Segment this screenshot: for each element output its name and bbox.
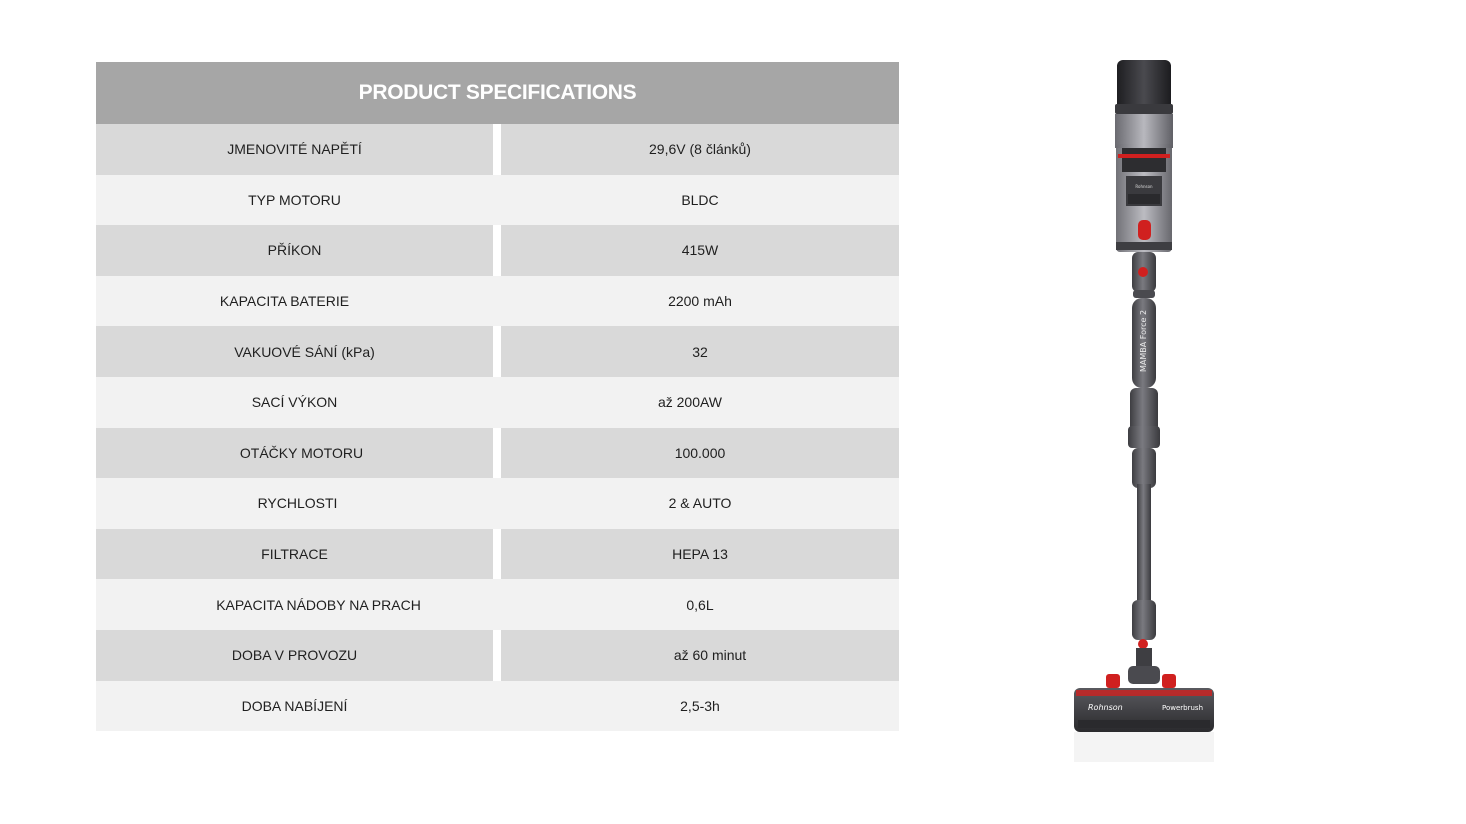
spec-value: 0,6L bbox=[686, 596, 714, 613]
spec-table-title: PRODUCT SPECIFICATIONS bbox=[96, 62, 899, 124]
svg-text:Rohnson: Rohnson bbox=[1088, 703, 1123, 712]
table-row bbox=[96, 630, 899, 681]
spec-value: 29,6V (8 článků) bbox=[649, 141, 751, 158]
svg-text:MAMBA Force 2: MAMBA Force 2 bbox=[1139, 309, 1148, 372]
spec-label: KAPACITA NÁDOBY NA PRACH bbox=[216, 596, 421, 613]
spec-label: RYCHLOSTI bbox=[257, 495, 338, 512]
spec-value: 2200 mAh bbox=[668, 293, 732, 310]
table-row bbox=[96, 681, 899, 732]
table-row bbox=[96, 579, 899, 630]
spec-label: DOBA NABÍJENÍ bbox=[241, 697, 348, 714]
table-row bbox=[96, 175, 899, 226]
spec-label: VAKUOVÉ SÁNÍ (kPa) bbox=[234, 343, 375, 360]
svg-text:Rohnson: Rohnson bbox=[1135, 184, 1153, 189]
spec-label: OTÁČKY MOTORU bbox=[239, 444, 364, 461]
spec-value: až 200AW bbox=[657, 394, 723, 411]
spec-label: SACÍ VÝKON bbox=[251, 394, 338, 411]
vacuum-cleaner-image bbox=[1066, 54, 1222, 766]
table-row bbox=[96, 377, 899, 428]
table-row bbox=[96, 529, 899, 580]
table-row bbox=[96, 225, 899, 276]
spec-value: až 60 minut bbox=[673, 647, 747, 664]
spec-value: 32 bbox=[692, 343, 708, 360]
spec-value: 415W bbox=[681, 242, 719, 259]
spec-value: HEPA 13 bbox=[672, 546, 728, 563]
spec-label: JMENOVITÉ NAPĚTÍ bbox=[227, 141, 362, 158]
spec-value: BLDC bbox=[681, 191, 719, 208]
spec-value: 2 & AUTO bbox=[668, 495, 732, 512]
spec-label: PŘÍKON bbox=[267, 242, 322, 259]
table-row bbox=[96, 326, 899, 377]
svg-text:Powerbrush: Powerbrush bbox=[1162, 704, 1204, 712]
table-row bbox=[96, 124, 899, 175]
table-row bbox=[96, 276, 899, 327]
spec-table bbox=[96, 62, 899, 731]
spec-label: TYP MOTORU bbox=[248, 191, 341, 208]
table-row bbox=[96, 478, 899, 529]
spec-value: 2,5-3h bbox=[680, 697, 720, 714]
spec-value: 100.000 bbox=[674, 444, 726, 461]
table-row bbox=[96, 428, 899, 479]
spec-label: FILTRACE bbox=[261, 546, 328, 563]
spec-label: DOBA V PROVOZU bbox=[231, 647, 358, 664]
spec-label: KAPACITA BATERIE bbox=[219, 293, 350, 310]
